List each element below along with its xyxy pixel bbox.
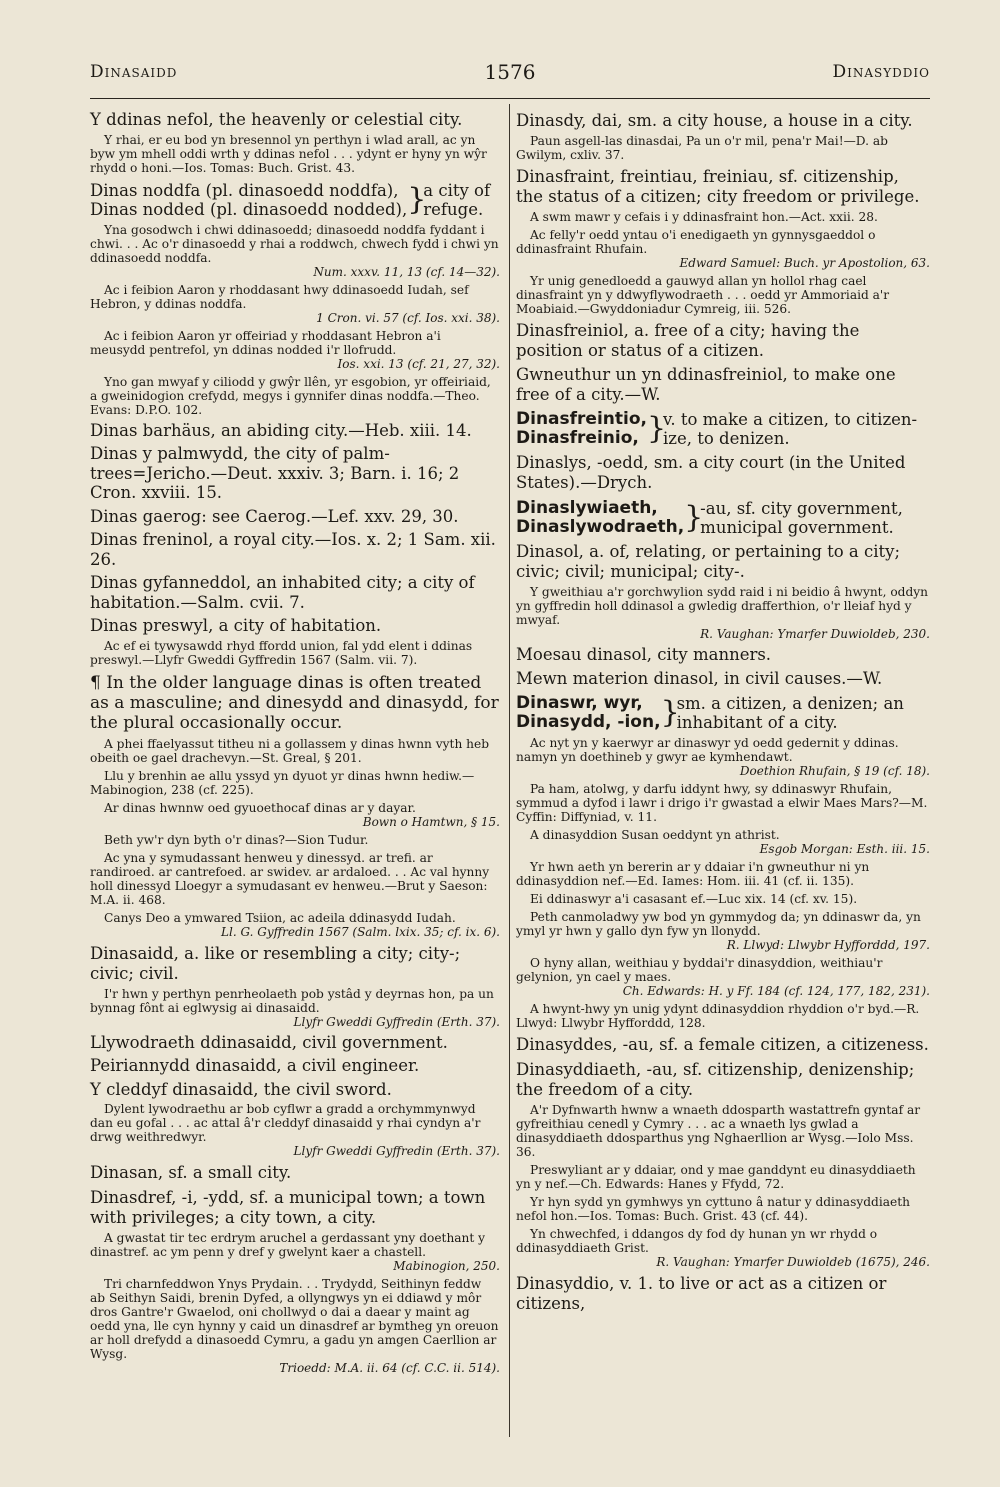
- entry: Dinasan, sf. a small city.: [90, 1163, 292, 1182]
- definition: Dinas preswyl, a city of habitation.: [90, 616, 382, 635]
- definition: Peiriannydd dinasaidd, a civil engineer.: [90, 1056, 420, 1075]
- quotation: A swm mawr y cefais i y ddinasfraint hon.—Act. xxii. 28.: [530, 210, 878, 224]
- paired-headwords: [516, 694, 930, 732]
- paired-headword: Dinas noddfa (pl. dinasoedd noddfa),: [90, 180, 399, 200]
- quotation-source: Llyfr Gweddi Gyffredin (Erth. 37).: [293, 1014, 500, 1029]
- quotation-source: Num. xxxv. 11, 13 (cf. 14—32).: [313, 264, 500, 279]
- quotation-text: A dinasyddion Susan oeddynt yn athrist.: [530, 828, 780, 842]
- quotation-source: R. Llwyd: Llwybr Hyfforddd, 197.: [726, 938, 930, 952]
- quotation: Yr hwn aeth yn bererin ar y ddaiar i'n gwneuthur ni yn ddinasyddion nef.—Ed. Iames: Hom. iii. 41 (cf. ii. 135).: [516, 860, 870, 888]
- brace-symbol: }: [646, 411, 667, 446]
- column-divider: [509, 104, 510, 1437]
- quotation-text: Ac i feibion Aaron y rhoddasant hwy ddinasoedd Iudah, sef Hebron, y ddinas noddfa.: [90, 282, 469, 311]
- entry: Dinasaidd, a. like or resembling a city; city-; civic; civil.: [90, 943, 461, 983]
- quotation-text: Canys Deo a ymwared Tsiion, ac adeila ddinasydd Iudah.: [104, 910, 456, 925]
- quotation: Yr unig genedloedd a gauwyd allan yn hollol rhag cael dinasfraint yn y ddwyflywodraeth . . . oedd yr Ammoriaid a'r Moabiaid.—Gwyddoniadur Cymreig, iii. 526.: [516, 274, 890, 316]
- quotation: Llu y brenhin ae allu yssyd yn dyuot yr dinas hwnn hediw.—Mabinogion, 238 (cf. 225).: [90, 768, 475, 797]
- quotation: Beth yw'r dyn byth o'r dinas?—Sion Tudur.: [104, 832, 369, 847]
- quotation-text: Dylent lywodraethu ar bob cyflwr a gradd a orchymmynwyd dan eu gofal . . . ac attal â'r cleddyf dinasaidd y rhai cyndyn a'r drwg weithredwyr.: [90, 1102, 481, 1144]
- header-rule: [90, 98, 930, 99]
- quotation-text: Yn chwechfed, i ddangos dy fod dy hunan yn wr rhydd o ddinasyddiaeth Grist.: [516, 1227, 878, 1255]
- quotation-source: Doethion Rhufain, § 19 (cf. 18).: [739, 764, 930, 778]
- quotation-source: R. Vaughan: Ymarfer Duwioldeb (1675), 246.: [656, 1255, 930, 1269]
- definition: Llywodraeth ddinasaidd, civil government.: [90, 1032, 448, 1052]
- quotation: Yr hyn sydd yn gymhwys yn cyttuno â natur y ddinasyddiaeth nefol hon.—Ios. Tomas: Buch. Grist. 43 (cf. 44).: [516, 1195, 910, 1223]
- quotation: [90, 911, 500, 939]
- quotation: [90, 987, 500, 1029]
- quotation: Ei ddinaswyr a'i casasant ef.—Luc xix. 14 (cf. xv. 15).: [530, 892, 858, 906]
- entry: Dinasdy, dai, sm. a city house, a house in a city.: [516, 111, 913, 130]
- quotation: [90, 223, 500, 279]
- quotation-source: Edward Samuel: Buch. yr Apostolion, 63.: [679, 256, 930, 270]
- quotation-text: O hyny allan, weithiau y byddai'r dinasyddion, weithiau'r gelynion, yn cael y maes.: [516, 956, 883, 984]
- definition: Dinas gaerog: see Caerog.—Lef. xxv. 29, 30.: [90, 506, 459, 526]
- quotation: Ac ef ei tywysawdd rhyd ffordd union, fal ydd elent i ddinas preswyl.—Llyfr Gweddi Gyffredin 1567 (Salm. vii. 7).: [90, 638, 473, 667]
- definition: Y ddinas nefol, the heavenly or celestial city.: [90, 110, 463, 129]
- paired-headword: Dinasydd, -ion,: [516, 712, 661, 732]
- entry: Dinaslys, -oedd, sm. a city court (in the United States).—Drych.: [516, 453, 906, 492]
- quotation: Ac yna y symudassant henweu y dinessyd. ar trefi. ar randiroed. ar cantrefoed. ar swidev. ar ardaloed. . . Ac val hynny holl dinessyd Lloegyr a symudasant ev henweu.—Brut y Saeson: M.A. ii. 468.: [90, 850, 490, 907]
- definition: Dinas y palmwydd, the city of palm-trees=Jericho.—Deut. xxxiv. 3; Barn. i. 16; 2 Cron. xxviii. 15.: [90, 444, 460, 502]
- page-number: 1576: [484, 60, 536, 84]
- quotation-text: Y gweithiau a'r gorchwylion sydd raid i ni beidio â hwynt, oddyn yn gyffredin holl ddinasol a gwledig drafferthion, o'r lleiaf hyd y mwyaf.: [516, 585, 929, 627]
- quotation-source: Esgob Morgan: Esth. iii. 15.: [759, 842, 930, 856]
- quotation-text: A gwastat tir tec erdrym aruchel a gerdassant yny doethant y dinastref. ac ym penn y dref y gwelynt kaer a chastell.: [90, 1231, 486, 1259]
- quotation-source: R. Vaughan: Ymarfer Duwioldeb, 230.: [700, 627, 930, 641]
- quotation-text: Peth canmoladwy yw bod yn gymmydog da; yn ddinaswr da, yn ymyl yr hwn y gallo dyn fyw yn llonydd.: [516, 910, 921, 938]
- paired-headwords: [516, 410, 930, 448]
- quotation: [516, 585, 930, 641]
- quotation-text: Ac nyt yn y kaerwyr ar dinaswyr yd oedd gedernit y ddinas. namyn yn doethineb y gwyr ae kymhendawt.: [516, 736, 899, 764]
- paired-definition: v. to make a citizen, to citizen-ize, to denizen.: [662, 410, 918, 448]
- quotation: Paun asgell-las dinasdai, Pa un o'r mil, pena'r Mai!—D. ab Gwilym, cxliv. 37.: [516, 134, 888, 162]
- quotation-source: Trioedd: M.A. ii. 64 (cf. C.C. ii. 514).: [279, 1361, 500, 1375]
- paired-headwords: [516, 499, 930, 537]
- paired-headword: Dinasfreinio,: [516, 428, 639, 448]
- definition: Mewn materion dinasol, in civil causes.—W.: [516, 668, 883, 688]
- usage-note: ¶ In the older language dinas is often treated as a masculine; and dinesydd and dinasydd, for the plural occasionally occur.: [90, 672, 499, 733]
- quotation-source: Ios. xxi. 13 (cf. 21, 27, 32).: [337, 356, 500, 371]
- entry: Dinasfreiniol, a. free of a city; having the position or status of a citizen.: [516, 321, 860, 360]
- header-left-guideword: Dinasaidd: [90, 62, 178, 82]
- entry: Dinasyddio, v. 1. to live or act as a citizen or citizens,: [516, 1274, 887, 1313]
- quotation: Y rhai, er eu bod yn bresennol yn perthyn i wlad arall, ac yn byw ym mhell oddi wrth y ddinas nefol . . . ydynt er hyny yn wŷr rhydd o honi.—Ios. Tomas: Buch. Grist. 43.: [90, 132, 487, 175]
- definition: Dinas barhäus, an abiding city.—Heb. xiii. 14.: [90, 420, 472, 440]
- quotation-source: Ch. Edwards: H. y Ff. 184 (cf. 124, 177, 182, 231).: [622, 984, 930, 998]
- header-right-guideword: Dinasyddio: [832, 62, 930, 82]
- quotation: [516, 828, 930, 856]
- quotation-text: Yna gosodwch i chwi ddinasoedd; dinasoedd noddfa fyddant i chwi. . . Ac o'r dinasoedd y rhai a roddwch, chwech fydd i chwi yn ddinasoedd noddfa.: [90, 222, 499, 265]
- quotation-text: Ac i feibion Aaron yr offeiriad y rhoddasant Hebron a'i meusydd pentrefol, yn ddinas nodded i'r llofrudd.: [90, 328, 441, 357]
- paired-headword: Dinasfreintio,: [516, 409, 647, 429]
- paired-headword: Dinaswr, wyr,: [516, 693, 643, 713]
- entry: Dinasyddes, -au, sf. a female citizen, a citizeness.: [516, 1035, 929, 1054]
- brace-symbol: }: [660, 695, 680, 730]
- quotation-source: Mabinogion, 250.: [393, 1259, 500, 1273]
- paired-headword: Dinas nodded (pl. dinasoedd nodded),: [90, 199, 408, 219]
- paired-definition: sm. a citizen, a denizen; an inhabitant of a city.: [676, 694, 904, 732]
- quotation-text: I'r hwn y perthyn penrheolaeth pob ystâd y deyrnas hon, pa un bynnag fônt ai eglwysig ai dinasaidd.: [90, 986, 494, 1015]
- quotation-source: 1 Cron. vi. 57 (cf. Ios. xxi. 38).: [316, 310, 500, 325]
- quotation: [516, 956, 930, 998]
- quotation: [90, 1102, 500, 1158]
- paired-definition: a city of refuge.: [423, 180, 491, 219]
- quotation-text: Tri charnfeddwon Ynys Prydain. . . Trydydd, Seithinyn feddw ab Seithyn Saidi, brenin Dyfed, a ollyngwys yn ei ddiawd y môr dros Gantre'r Gwaelod, oni chollwyd o dai a daear y maint ag oedd yna, lle cyn hynny y caid un dinasdref ar bymtheg yn oreuon ar holl drefydd a dinasoedd Cymru, a gadu yn amgen Caerllion ar Wysg.: [90, 1277, 499, 1361]
- quotation: [516, 228, 930, 270]
- quotation-source: Bown o Hamtwn, § 15.: [362, 814, 500, 829]
- quotation-source: Ll. G. Gyffredin 1567 (Salm. lxix. 35; cf. ix. 6).: [221, 924, 500, 939]
- left-column: [90, 106, 500, 1379]
- brace-symbol: }: [684, 500, 704, 535]
- paired-definition: -au, sf. city government, municipal government.: [700, 499, 903, 537]
- right-column: [516, 106, 930, 1317]
- quotation: [90, 1231, 500, 1273]
- quotation: [516, 736, 930, 778]
- entry: Dinasol, a. of, relating, or pertaining to a city; civic; civil; municipal; city-.: [516, 542, 901, 581]
- quotation: A hwynt-hwy yn unig ydynt ddinasyddion rhyddion o'r byd.—R. Llwyd: Llwybr Hyfforddd, 128.: [516, 1002, 920, 1030]
- quotation: [90, 283, 500, 325]
- quotation: [516, 1227, 930, 1269]
- quotation: A phei ffaelyassut titheu ni a gollassem y dinas hwnn vyth heb obeith oe gael drachevyn.—St. Greal, § 201.: [90, 736, 490, 765]
- paired-headwords: [90, 181, 500, 219]
- paired-headword: Dinaslywiaeth,: [516, 498, 658, 518]
- definition: Dinas freninol, a royal city.—Ios. x. 2; 1 Sam. xii. 26.: [90, 530, 496, 569]
- quotation: [516, 910, 930, 952]
- entry: Dinasfraint, freintiau, freiniau, sf. citizenship, the status of a citizen; city freedom or privilege.: [516, 167, 920, 206]
- quotation: Pa ham, atolwg, y darfu iddynt hwy, sy ddinaswyr Rhufain, symmud a dyfod i lawr i drigo i'r gwastad a elwir Maes Mars?—M. Cyffin: Diffyniad, v. 11.: [516, 782, 928, 824]
- quotation: [90, 1277, 500, 1375]
- quotation-text: Ac felly'r oedd yntau o'i enedigaeth yn gynnysgaeddol o ddinasfraint Rhufain.: [516, 228, 876, 256]
- definition: Dinas gyfanneddol, an inhabited city; a city of habitation.—Salm. cvii. 7.: [90, 573, 475, 612]
- quotation: [90, 329, 500, 371]
- definition: Y cleddyf dinasaidd, the civil sword.: [90, 1079, 392, 1099]
- quotation-text: Ar dinas hwnnw oed gyuoethocaf dinas ar y dayar.: [104, 800, 416, 815]
- definition: Moesau dinasol, city manners.: [516, 645, 772, 664]
- quotation: A'r Dyfnwarth hwnw a wnaeth ddosparth wastattrefn gyntaf ar gyfreithiau cenedl y Cymry . . . ac a wnaeth lys gwlad a dinasyddiaeth ddosparthus yng Nghaerllion ar Wysg.—Iolo Mss. 36.: [516, 1103, 921, 1159]
- quotation: Yno gan mwyaf y ciliodd y gwŷr llên, yr esgobion, yr offeiriaid, a gweinidogion crefydd, megys i gynnifer dinas noddfa.—Theo. Evans: D.P.O. 102.: [90, 374, 491, 417]
- entry: Dinasyddiaeth, -au, sf. citizenship, denizenship; the freedom of a city.: [516, 1060, 915, 1099]
- entry: Dinasdref, -i, -ydd, sf. a municipal town; a town with privileges; a city town, a city.: [90, 1188, 486, 1227]
- quotation: [90, 801, 500, 829]
- paired-headword: Dinaslywodraeth,: [516, 517, 685, 537]
- definition: Gwneuthur un yn ddinasfreiniol, to make one free of a city.—W.: [516, 365, 896, 404]
- page-header: [90, 62, 930, 92]
- brace-symbol: }: [407, 181, 427, 217]
- quotation-source: Llyfr Gweddi Gyffredin (Erth. 37).: [293, 1144, 500, 1158]
- quotation: Preswyliant ar y ddaiar, ond y mae ganddynt eu dinasyddiaeth yn y nef.—Ch. Edwards: Hanes y Ffydd, 72.: [516, 1163, 916, 1191]
